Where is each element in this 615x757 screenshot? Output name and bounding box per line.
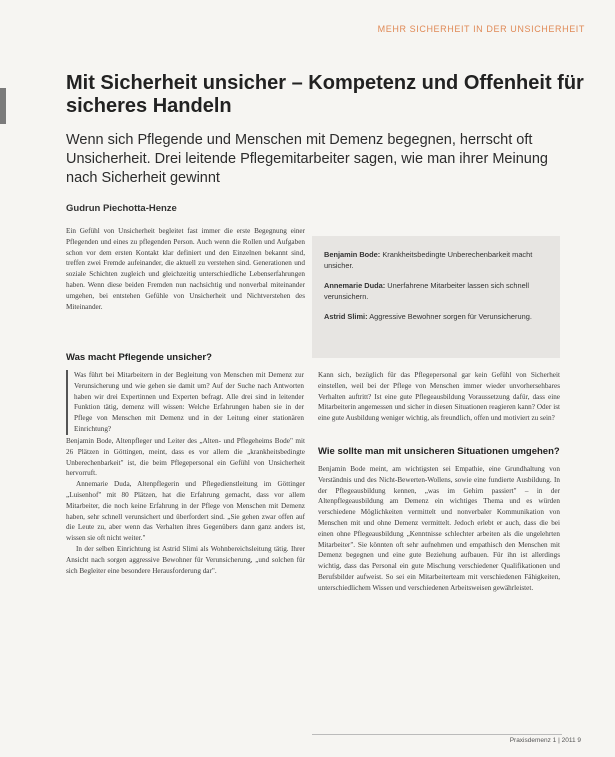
paragraph-slimi: In der selben Einrichtung ist Astrid Slimi als Wohnbereichsleitung tätig. Ihrer Ansicht nach sorgen aggressive Bewohner für Verunsicherung, „und solchen für sich Begleiter eine besondere Herausforderung dar".	[66, 544, 305, 575]
paragraph-bode: Benjamin Bode, Altenpfleger und Leiter des „Alten- und Pflegeheims Bode" mit 26 Plätzen in Göttingen, meint, dass es vor allem die „krankheitsbedingte Unberechenbarkeit" ist, die beim Pflegepersonal ein Gefühl von Unsicherheit hervorruft.	[66, 437, 305, 478]
sidebar-name: Astrid Slimi:	[324, 312, 368, 321]
quote-sidebar	[312, 236, 560, 358]
left-column-body	[66, 436, 305, 576]
sidebar-text: Aggressive Bewohner sorgen für Verunsicherung.	[369, 312, 532, 321]
article-title: Mit Sicherheit unsicher – Kompetenz und Offenheit für sicheres Handeln	[66, 72, 584, 117]
right-intro-paragraph: Kann sich, bezüglich für das Pflegepersonal gar kein Gefühl von Sicherheit einstellen, weil bei der Pflege von Menschen immer wieder unvorhersehbares Verhalten auftritt? Ist eine gute Pflegeausbildung Voraussetzung dafür, dass eine Mitarbeiterin angemessen und sicher in diesen Situationen reagieren kann? Oder ist eine gute Ausbildung weniger wichtig, als freundlich, offen und motiviert zu sein?	[318, 371, 560, 423]
section-tag: MEHR SICHERHEIT IN DER UNSICHERHEIT	[377, 24, 585, 34]
paragraph-duda: Annemarie Duda, Altenpflegerin und Pflegedienstleitung im Göttinger „Luisenhof" mit 80 Plätzen, hat die Erfahrung gemacht, dass vor allem Mitarbeiter, die noch keine Erfahrung in der Pflege von Menschen mit Demenz haben, sehr schnell verunsichert und überfordert sind. „Sie gehen zwar offen auf die Leute zu, aber wenn das Verhalten ihres Gegenübers dann ganz anders ist, wissen sie oft nicht weiter."	[66, 480, 305, 543]
question-box	[66, 370, 304, 435]
footer-divider	[312, 734, 562, 735]
right-body-paragraph: Benjamin Bode meint, am wichtigsten sei Empathie, eine Grundhaltung von Verständnis und des Nicht-Bewerten-Wollens, sowie eine fundierte Ausbildung. In der Pflegeausbildung kennen, „was im Gehirn passiert" – in der Altenpflegeausbildung am Demenz ein wichtiges Thema und es würden verschiedene Möglichkeiten vermittelt und nonverbaler Kommunikation von Menschen mit und ohne Demenz vermittelt. Jedoch erlebt er auch, dass die bei einen ohne Pflegeausbildung „Kenntnisse schlechter arbeiten als die ungelehrten Mitarbeiter". Sie könnten oft sehr aufnehmen und empathisch den Menschen mit Demenz begegnen und eine gute Beziehung aufbauen. Für ihn ist allerdings wichtig, dass das Personal ein gute Mischung verschiedener Qualifikationen und Berufsbilder aufweist. So sei ein Mitarbeiterteam mit verschiedenen Fähigkeiten, unterschiedlichem Wissen und verschiedenen Arbeitsweisen gewährleistet.	[318, 465, 560, 592]
question-text: Was führt bei Mitarbeitern in der Begleitung von Menschen mit Demenz zur Verunsicherung und wie gehen sie damit um? Auf der Suche nach Antworten haben wir drei Expertinnen und Experten befragt. Alle drei sind in leitender Funktion tätig, demenz will wissen: Welche Erfahrungen haben sie in der Pflege von Menschen mit Demenz und in der Leitung einer stationären Einrichtung?	[74, 371, 304, 433]
sidebar-text: Krankheitsbedingte Unberechenbarkeit macht unsicher.	[324, 250, 533, 270]
section-heading-2: Wie sollte man mit unsicheren Situationen umgehen?	[318, 446, 560, 457]
sidebar-entry	[324, 281, 548, 302]
article-author: Gudrun Piechotta-Henze	[66, 203, 177, 214]
article-lead: Wenn sich Pflegende und Menschen mit Demenz begegnen, herrscht oft Unsicherheit. Drei leitende Pflegemitarbeiter sagen, wie man ihrer Meinung nach Sicherheit gewinnt	[66, 132, 548, 186]
sidebar-entry	[324, 312, 548, 323]
section-heading-1: Was macht Pflegende unsicher?	[66, 352, 212, 363]
page-footer: Praxisdemenz 1 | 2011 9	[509, 737, 581, 744]
sidebar-text: Unerfahrene Mitarbeiter lassen sich schnell verunsichern.	[324, 281, 529, 301]
sidebar-name: Benjamin Bode:	[324, 250, 381, 259]
sidebar-name: Annemarie Duda:	[324, 281, 386, 290]
decorative-bar	[0, 88, 6, 124]
sidebar-entry	[324, 250, 548, 271]
intro-paragraph: Ein Gefühl von Unsicherheit begleitet fast immer die erste Begegnung einer Pflegenden und eines zu pflegenden Person. Auch wenn die Rollen und Aufgaben schon vor dem ersten Kontakt klar definiert und den Einzelnen bekannt sind, treffen zwei Fremde aufeinander, die aktuell zu verstehen sind. Generationen und soziale Schichten zugleich und gleichzeitig unterschiedliche Lebenserfahrungen haben. Wenn diese beiden Fremden nun nachsichtig und nonverbal miteinander umgehen, bei entstehen Gefühle von Unsicherheit und Nichtverstehen des Miteinander.	[66, 227, 305, 311]
